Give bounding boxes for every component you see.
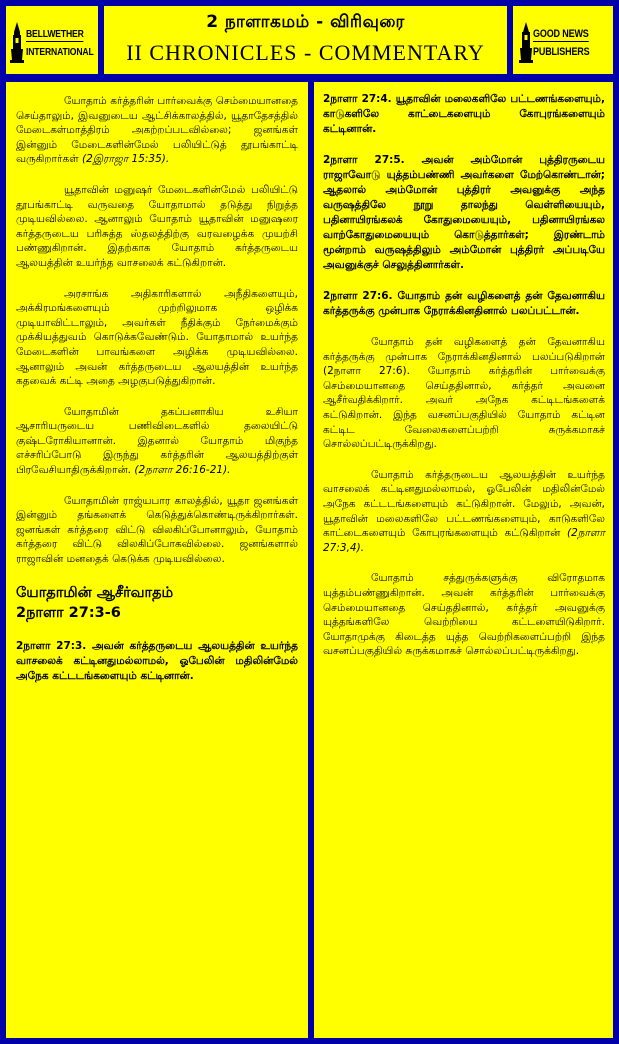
header-right-logo-box: [513, 6, 613, 74]
paragraph: [16, 94, 298, 167]
good-news-logo: [519, 20, 607, 64]
left-column: [6, 82, 308, 1038]
trumpet-tower-icon: [519, 20, 533, 64]
logo-line2: PUBLISHERS: [533, 46, 590, 58]
paragraph: யோதாமின் ராஜ்யபார காலத்தில், யூதா ஜனங்கள் இன்னும் தங்களைக் கெடுத்துக்கொண்டிருக்கிறார்கள். ஜனங்கள் கர்த்தரை விட்டு விலகிப்போனாலும், யோதாம் கர்த்தரை விட்டு விலகிப்போகவில்லை. ஜனங்களால் ராஜாவின் மனதைக் கெடுக்க முடியவில்லை.: [16, 494, 298, 566]
header-title-box: [104, 6, 507, 74]
section-heading: [16, 583, 298, 623]
paragraph: [323, 468, 605, 556]
verse-quote: 2நாளா 27:3. அவன் கர்த்தருடைய ஆலயத்தின் உயர்ந்த வாசலைக் கட்டினதுமல்லாமல், ஓபேலின் மதிலின்மேல் அநேக கட்டடங்களையும் கட்டினான்.: [16, 639, 298, 682]
scripture-reference: (2இராஜா 15:35).: [82, 153, 170, 166]
section-heading-reference: 2நாளா 27:3-6: [16, 604, 121, 621]
paragraph-text: யோதாம் கர்த்தருடைய ஆலயத்தின் உயர்ந்த வாசலைக் கட்டினதுமல்லாமல், ஓபேலின் மதிலின்மேல் அநேக கட்டடங்களையும் கட்டுகிறான். மேலும், அவன், யூதாவின் மலைகளிலே பட்டணங்களையும், காடுகளிலே காட்டைகளையும் கோபுரங்களையும் கட்டுகிறான்: [323, 468, 605, 540]
paragraph-text: யோதாம் கர்த்தரின் பார்வைக்கு செம்மையானதை செய்தாலும், இவனுடைய ஆட்சிக்காலத்தில், யூதாதேசத்தில் மேடைகள்மாத்திரம் அகற்றப்படவில்லை; ஜனங்கள் இன்னும் மேடைகளின்மேல் பலியிட்டுத் தூபங்காட்டி வருகிறார்கள்: [16, 95, 298, 166]
paragraph: யோதாம் சத்துருக்களுக்கு விரோதமாக யுத்தம்பண்ணுகிறான். அவன் கர்த்தரின் பார்வைக்கு செம்மையானதை செய்ததினால், கர்த்தர் அவனுக்கு யுத்தங்களிலே வெற்றியை கட்டளையிடுகிறார். யோதாமுக்கு கிடைத்த யுத்த வெற்றிகளைப்பற்றி இந்த வசனப்பகுதியில் சுருக்கமாகச் சொல்லப்பட்டிருக்கிறது.: [323, 572, 605, 658]
logo-line1: GOOD NEWS: [533, 28, 589, 40]
paragraph: [16, 405, 298, 478]
paragraph: அரசாங்க அதிகாரிகளால் அநீதிகளையும், அக்கிரமங்களையும் முற்றிலுமாக ஒழிக்க முடியாவிட்டாலும், அவர்கள் நீதிக்கும் நேர்மைக்கும் முக்கியத்துவம் கொடுக்கவேண்டும். யோதாமால் உயர்ந்த மேடைகளின் பாவங்களை அழிக்க முடியவில்லை. ஆனாலும் அவன் கர்த்தருடைய ஆலயத்தின் உயர்ந்த கதவைக் கட்டி அதை அழகுபடுத்துகிறான்.: [16, 287, 298, 388]
title-english: II CHRONICLES - COMMENTARY: [126, 40, 485, 65]
bell-tower-icon: [10, 20, 24, 64]
verse-quote: 2நாளா 27:5. அவன் அம்மோன் புத்திரருடைய ராஜாவோடு யுத்தம்பண்ணி அவர்களை மேற்கொண்டான்; ஆதலால் அம்மோன் புத்திரர் அவனுக்கு அந்த வருஷத்திலே நூறு தாலந்து வெள்ளியையும், பதினாயிரங்கலக் கோதுமையையும், பதினாயிரங்கல வாற்கோதுமையையும் கொடுத்தார்கள்; இரண்டாம் மூன்றாம் வருஷத்திலும் அம்மோன் புத்திரர் அப்படியே அவனுக்குச் செலுத்தினார்கள்.: [323, 154, 605, 271]
scripture-reference: (2நாளா 27:3,4).: [323, 527, 605, 554]
header-left-logo-box: [6, 6, 98, 74]
section-heading-title: யோதாமின் ஆசீர்வாதம்: [16, 584, 174, 601]
right-column: [314, 82, 613, 1038]
logo-line1: BELLWETHER: [26, 28, 84, 40]
bellwether-logo: [10, 20, 98, 64]
title-tamil: 2 நாளாகமம் - விரிவுரை: [206, 12, 405, 32]
logo-line2: INTERNATIONAL: [26, 46, 94, 58]
paragraph: யூதாவின் மனுஷர் மேடைகளின்மேல் பலியிட்டு தூபங்காட்டி வருவதை யோதாமால் தடுத்து நிறுத்த முடியவில்லை. ஆனாலும் யோதாம் யூதாவின் மனுஷரை கர்த்தருடைய பரிசுத்த ஸ்தலத்திற்கு வரவழைக்க முயற்சி பண்ணுகிறான். இதற்காக யோதாம் கர்த்தருடைய ஆலயத்தின் உயர்ந்த வாசலைக் கட்டுகிறான்.: [16, 183, 298, 269]
verse-quote: 2நாளா 27:4. யூதாவின் மலைகளிலே பட்டணங்களையும், காடுகளிலே காட்டைகளையும் கோபுரங்களையும் கட்டினான்.: [323, 93, 605, 135]
paragraph-text: யோதாமின் தகப்பனாகிய உசியா ஆசாரியருடைய பணிவிடைகளில் தலையிட்டு குஷ்டரோகியானான். இதனால் யோதாம் மிகுந்த எச்சரிப்போடு இருந்து கர்த்தரின் ஆலயத்திற்குள் பிரவேசியாதிருக்கிறான்.: [16, 405, 298, 477]
paragraph: யோதாம் தன் வழிகளைத் தன் தேவனாகிய கர்த்தருக்கு முன்பாக நேராக்கினதினால் பலப்படுகிறான் (2நாளா 27:6). யோதாம் கர்த்தரின் பார்வைக்கு செம்மையானதை செய்ததினால், கர்த்தர் அவனை ஆசீர்வதிக்கிறார். அவர் அநேக கட்டிடங்களைக் கட்டுகிறான். இந்த வசனப்பகுதியில் யோதாம் கட்டின கட்டிட வேலைகளைப்பற்றி சுருக்கமாகச் சொல்லப்பட்டிருக்கிறது.: [323, 336, 605, 451]
scripture-reference: (2நாளா 26:16-21).: [134, 464, 231, 477]
verse-quote: 2நாளா 27:6. யோதாம் தன் வழிகளைத் தன் தேவனாகிய கர்த்தருக்கு முன்பாக நேராக்கினதினால் பலப்பட்டான்.: [323, 290, 605, 317]
